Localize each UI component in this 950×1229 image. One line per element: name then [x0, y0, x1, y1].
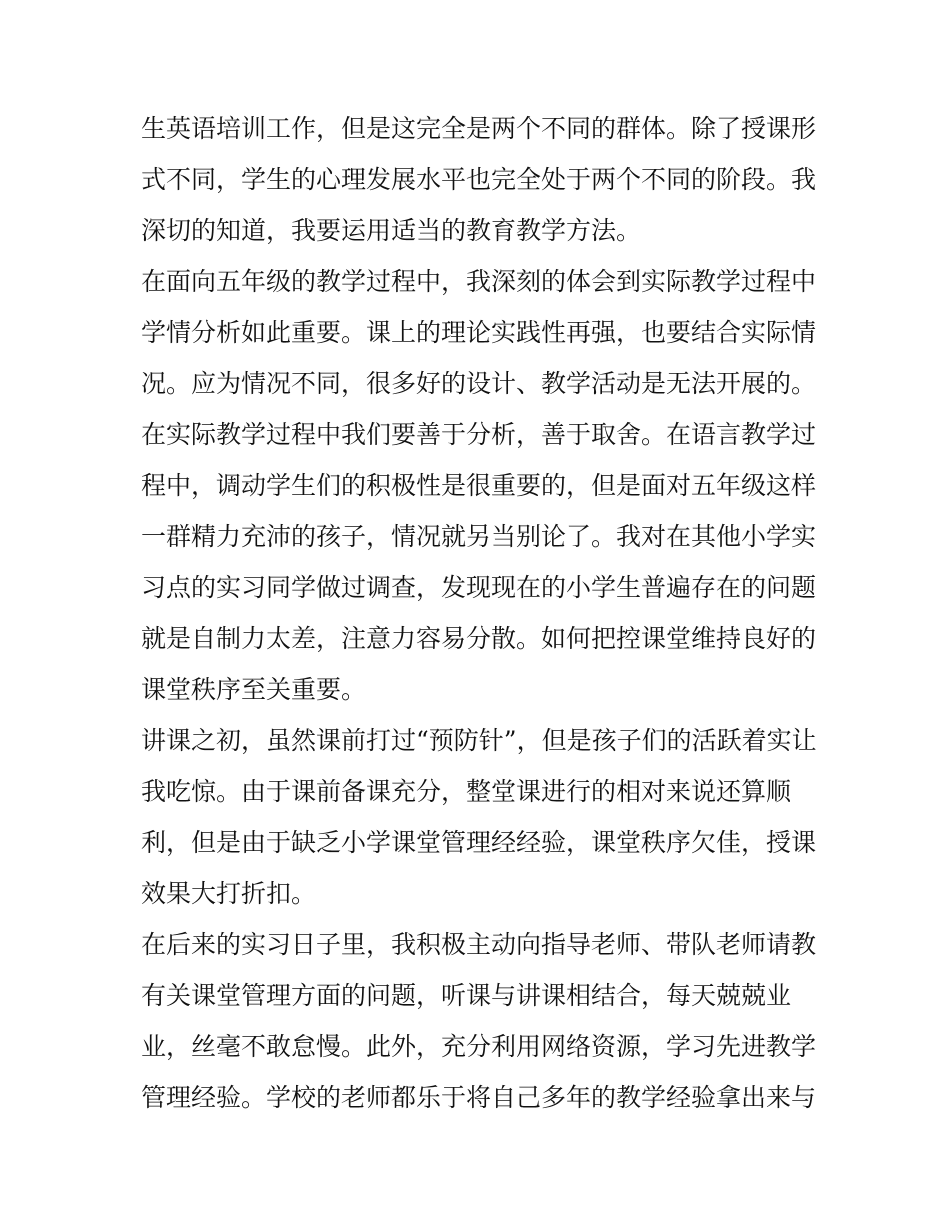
body-text	[141, 103, 821, 1123]
text-line: 业，丝毫不敢怠慢。此外，充分利用网络资源，学习先进教学	[141, 1032, 817, 1061]
text-line: 在面向五年级的教学过程中，我深刻的体会到实际教学过程中	[141, 267, 817, 296]
text-line: 在后来的实习日子里，我积极主动向指导老师、带队老师请教	[141, 930, 817, 959]
text-line: 利，但是由于缺乏小学课堂管理经经验，课堂秩序欠佳，授课	[141, 828, 817, 857]
text-line: 讲课之初，虽然课前打过“预防针”，但是孩子们的活跃着实让	[141, 726, 817, 755]
text-line: 深切的知道，我要运用适当的教育教学方法。	[141, 216, 642, 245]
text-line: 学情分析如此重要。课上的理论实践性再强，也要结合实际情	[141, 318, 817, 347]
text-line: 有关课堂管理方面的问题，听课与讲课相结合，每天兢兢业	[141, 981, 792, 1010]
text-line: 一群精力充沛的孩子，情况就另当别论了。我对在其他小学实	[141, 522, 817, 551]
text-line: 程中，调动学生们的积极性是很重要的，但是面对五年级这样	[141, 471, 817, 500]
text-line: 我吃惊。由于课前备课充分，整堂课进行的相对来说还算顺	[141, 777, 792, 806]
text-line: 就是自制力太差，注意力容易分散。如何把控课堂维持良好的	[141, 624, 817, 653]
text-line: 管理经验。学校的老师都乐于将自己多年的教学经验拿出来与	[141, 1083, 817, 1112]
text-line: 在实际教学过程中我们要善于分析，善于取舍。在语言教学过	[141, 420, 817, 449]
text-line: 生英语培训工作，但是这完全是两个不同的群体。除了授课形	[141, 114, 817, 143]
text-line: 课堂秩序至关重要。	[141, 675, 367, 704]
text-line: 况。应为情况不同，很多好的设计、教学活动是无法开展的。	[141, 369, 817, 398]
text-line: 效果大打折扣。	[141, 879, 317, 908]
text-line: 式不同，学生的心理发展水平也完全处于两个不同的阶段。我	[141, 165, 817, 194]
text-line: 习点的实习同学做过调查，发现现在的小学生普遍存在的问题	[141, 573, 817, 602]
